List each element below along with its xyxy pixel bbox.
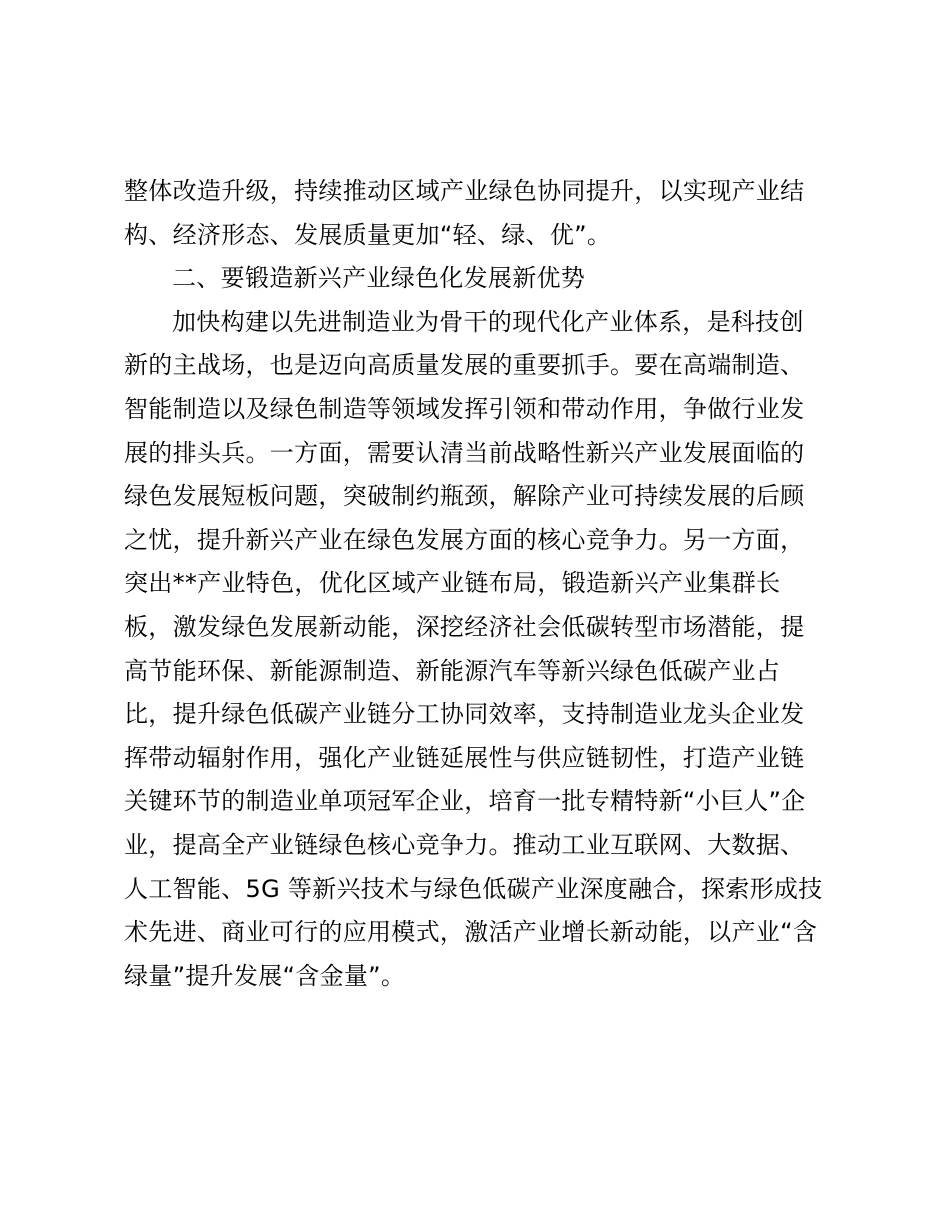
paragraph-line: 术先进、商业可行的应用模式，激活产业增长新动能，以产业“含 (124, 918, 818, 947)
paragraph-line: 智能制造以及绿色制造等领域发挥引领和带动作用，争做行业发 (124, 394, 805, 423)
paragraph-line: 业，提高全产业链绿色核心竞争力。推动工业互联网、大数据、 (124, 830, 805, 859)
paragraph-line: 高节能环保、新能源制造、新能源汽车等新兴绿色低碳产业占 (124, 656, 781, 685)
paragraph-line: 绿量”提升发展“含金量”。 (124, 961, 406, 990)
paragraph-line: 比，提升绿色低碳产业链分工协同效率，支持制造业龙头企业发 (124, 700, 805, 729)
paragraph-line: 突出**产业特色，优化区域产业链布局，锻造新兴产业集群长 (124, 569, 781, 598)
paragraph-line: 之忧，提升新兴产业在绿色发展方面的核心竞争力。另一方面， (124, 525, 805, 554)
paragraph-line: 板，激发绿色发展新动能，深挖经济社会低碳转型市场潜能，提 (124, 612, 805, 641)
paragraph-line: 挥带动辐射作用，强化产业链延展性与供应链韧性，打造产业链 (124, 743, 805, 772)
paragraph-line: 人工智能、5G 等新兴技术与绿色低碳产业深度融合，探索形成技 (124, 874, 823, 903)
document-body (124, 170, 844, 998)
paragraph-line: 整体改造升级，持续推动区域产业绿色协同提升，以实现产业结 (124, 177, 805, 205)
paragraph-line: 构、经济形态、发展质量更加“轻、绿、优”。 (124, 220, 612, 249)
paragraph-line: 绿色发展短板问题，突破制约瓶颈，解除产业可持续发展的后顾 (124, 482, 805, 511)
section-heading: 二、要锻造新兴产业绿色化发展新优势 (172, 264, 586, 293)
paragraph-line: 展的排头兵。一方面，需要认清当前战略性新兴产业发展面临的 (124, 438, 805, 467)
paragraph-line: 加快构建以先进制造业为骨干的现代化产业体系，是科技创 (172, 307, 804, 336)
paragraph-line: 关键环节的制造业单项冠军企业，培育一批专精特新“小巨人”企 (124, 787, 806, 816)
paragraph-line: 新的主战场，也是迈向高质量发展的重要抓手。要在高端制造、 (124, 351, 805, 380)
